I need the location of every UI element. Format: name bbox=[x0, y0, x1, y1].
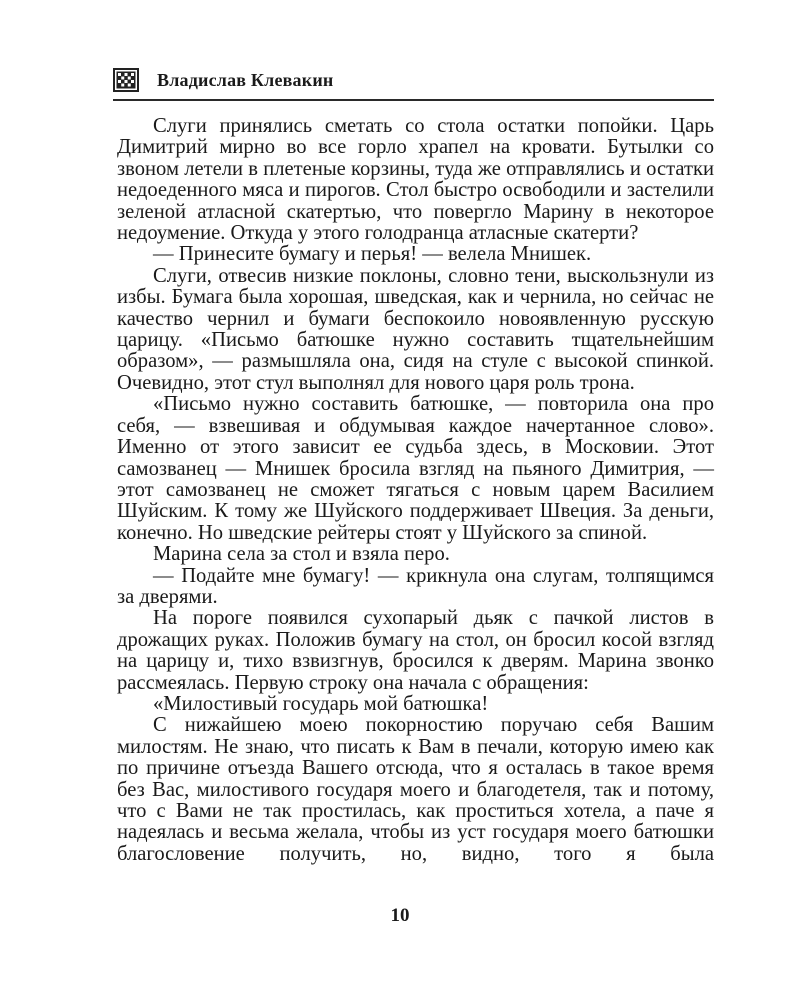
page-body bbox=[117, 116, 714, 865]
running-header bbox=[113, 64, 714, 96]
paragraph: — Подайте мне бумагу! — крикнула она слугам, толпящимся за дверями. bbox=[117, 564, 714, 608]
paragraph: Марина села за стол и взяла перо. bbox=[153, 543, 450, 566]
paragraph: «Милостивый государь мой батюшка! bbox=[153, 692, 489, 715]
paragraph: С нижайшею моею покорностию поручаю себя Вашим милостям. Не знаю, что писать к Вам в печали, которую имею как по причине отъезда Вашего отсюда, что я осталась в такое время без Вас, милостивого государя моего и благодетеля, так и потому, что с Вами не так простилась, как проститься хотела, а паче я надеялась и весьма желала, чтобы из уст государя моего батюшки благословение получить, но, видно, того я была bbox=[117, 714, 714, 865]
paragraph: «Письмо нужно составить батюшке, — повторила она про себя, — взвешивая и обдумывая каждое начертанное слово». Именно от этого зависит ее судьба здесь, в Московии. Этот самозванец — Мнишек бросила взгляд на пьяного Димитрия, — этот самозванец не сможет тягаться с новым царем Василием Шуйским. К тому же Шуйского поддерживает Швеция. За деньги, конечно. Но шведские рейтеры стоят у Шуйского за спиной. bbox=[117, 393, 714, 544]
paragraph: На пороге появился сухопарый дьяк с пачкой листов в дрожащих руках. Положив бумагу на стол, он бросил косой взгляд на царицу и, тихо взвизгнув, бросился к дверям. Марина звонко рассмеялась. Первую строку она начала с обращения: bbox=[117, 607, 714, 694]
ornament-icon bbox=[113, 68, 139, 92]
paragraph: — Принесите бумагу и перья! — велела Мнишек. bbox=[153, 243, 592, 266]
page-number: 10 bbox=[390, 905, 410, 926]
paragraph: Слуги, отвесив низкие поклоны, словно тени, выскользнули из избы. Бумага была хорошая, шведская, как и чернила, но сейчас не качество чернил и бумаги беспокоило новоявленную русскую царицу. «Письмо батюшке нужно составить тщательнейшим образом», — размышляла она, сидя на стуле с высокой спинкой. Очевидно, этот стул выполнял для нового царя роль трона. bbox=[117, 264, 714, 394]
author-name: Владислав Клевакин bbox=[157, 69, 334, 90]
paragraph: Слуги принялись сметать со стола остатки попойки. Царь Димитрий мирно во все горло храпел на кровати. Бутылки со звоном летели в плетеные корзины, туда же отправлялись и остатки недоеденного мяса и пирогов. Стол быстро освободили и застелили зеленой атласной скатертью, что повергло Марину в некоторое недоумение. Откуда у этого голодранца атласные скатерти? bbox=[117, 115, 714, 245]
header-rule bbox=[113, 99, 714, 101]
